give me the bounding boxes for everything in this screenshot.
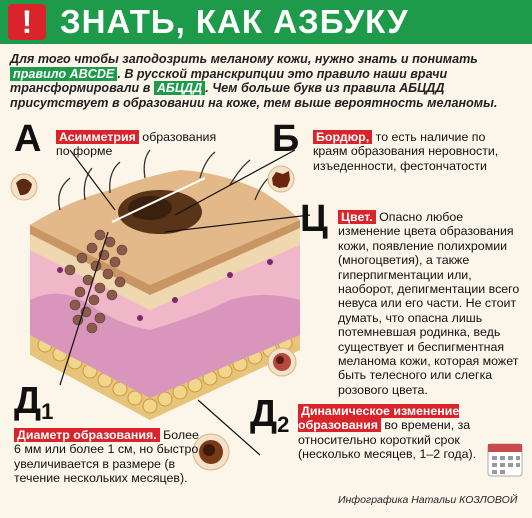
asymmetry-mole-icon (11, 174, 37, 200)
credit-text: Инфографика Натальи КОЗЛОВОЙ (338, 494, 518, 506)
abbr-highlight: АБЦДД (154, 81, 205, 95)
dynamic-tag: Динамическое изменение образования (298, 404, 460, 433)
letter-d2-main: Д (250, 393, 278, 435)
asymmetry-block (56, 130, 232, 159)
diameter-tag: Диаметр образования. (14, 428, 160, 442)
intro-part-3: . Чем больше букв из правила АБЦДД присутствует в образовании на коже, тем выше вероятность меланомы. (10, 81, 498, 110)
intro-part-2: . В русской транскрипции это правило наши врачи трансформировали в (10, 66, 448, 96)
letter-d2 (250, 393, 289, 438)
border-block (313, 130, 523, 173)
page-title: ЗНАТЬ, КАК АЗБУКУ (60, 3, 409, 40)
color-block (338, 210, 522, 397)
diameter-block (14, 428, 200, 486)
dynamic-text: во времени, за относительно короткий срок (несколько месяцев, 1–2 года). (298, 418, 477, 462)
color-tag: Цвет. (338, 210, 376, 224)
letter-c: Ц (300, 198, 328, 240)
border-tag: Бордюр, (313, 130, 372, 144)
letter-d2-sub: 2 (277, 412, 290, 437)
letter-a: А (14, 118, 42, 160)
exclamation-icon: ! (8, 4, 46, 40)
intro-part-1: Для того чтобы заподозрить меланому кожи, нужно знать и понимать (10, 52, 478, 66)
asymmetry-text: образования по форме (56, 130, 217, 159)
color-text: Опасно любое изменение цвета образования кожи, появление полихромии (многоцветия), а также гиперпигментации или, наоборот, депигментации всего невуса или его части. Не стоит думать, что опасна лишь потемневшая родинка, ведь существует и беспигментная меланома кожи, которая может быть телесного или слегка розового цвета. (338, 210, 520, 397)
rule-highlight: правило ABCDE (10, 67, 117, 81)
letter-d1-sub: 1 (41, 399, 54, 424)
dynamic-block (298, 404, 520, 462)
letter-d1-main: Д (14, 380, 42, 422)
letter-b: Б (272, 118, 300, 160)
asymmetry-tag: Асимметрия (56, 130, 139, 144)
border-text: то есть наличие по краям образования неровности, изъеденности, фестончатости (313, 130, 499, 173)
diameter-text: Более 6 мм или более 1 см, но быстро увеличивается в размере (в течение нескольких месяцев). (14, 428, 199, 486)
color-mole-icon (268, 348, 296, 376)
border-mole-icon (268, 166, 294, 192)
letter-d1 (14, 380, 53, 425)
